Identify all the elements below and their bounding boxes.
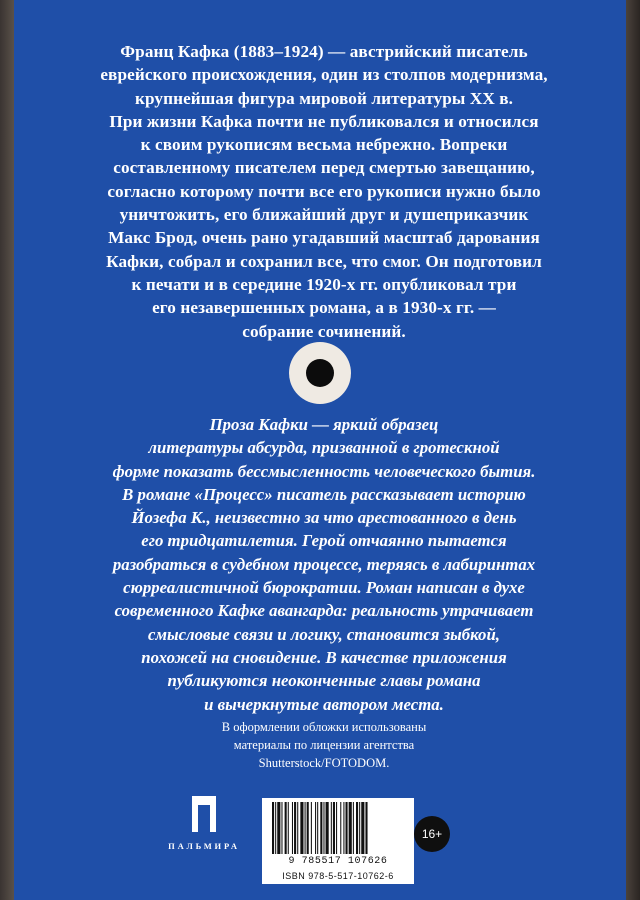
book-spine-edge <box>0 0 14 900</box>
bio-line: к печати и в середине 1920-х гг. опубликовал три <box>131 274 517 294</box>
isbn-barcode <box>262 798 414 884</box>
bio-line: собрание сочинений. <box>242 321 406 341</box>
bio-line: При жизни Кафка почти не публиковался и относился <box>109 111 539 131</box>
bio-line: еврейского происхождения, один из столпов модернизма, <box>100 65 548 85</box>
bio-line: его незавершенных романа, а в 1930-х гг. — <box>152 298 496 318</box>
image-credits <box>174 718 474 772</box>
decorative-circle <box>289 342 351 404</box>
bio-line: составленному писателем перед смертью завещанию, <box>113 158 535 178</box>
credits-line: материалы по лицензии агентства <box>233 738 415 752</box>
archway-logo-icon <box>191 795 217 833</box>
description-line: современного Кафке авангарда: реальность утрачивает <box>114 601 534 621</box>
author-bio <box>74 40 574 343</box>
bio-line: к своим рукописям весьма небрежно. Вопреки <box>140 135 508 155</box>
description-line: смысловые связи и логику, становится зыбкой, <box>148 624 500 644</box>
isbn-number: ISBN 978-5-517-10762-6 <box>282 871 394 881</box>
bio-line: согласно которому почти все его рукописи нужно было <box>107 181 541 201</box>
barcode-digits: 9 785517 107626 <box>288 856 388 867</box>
description-line: публикуются неоконченные главы романа <box>167 671 481 691</box>
description-line: форме показать бессмысленность человеческого бытия. <box>112 461 536 481</box>
back-cover <box>14 0 626 900</box>
book-fore-edge <box>626 0 640 900</box>
bio-line: крупнейшая фигура мировой литературы XX в. <box>134 88 514 108</box>
credits-line: Shutterstock/FOTODOM. <box>258 756 390 770</box>
barcode-bars <box>270 802 406 856</box>
bio-line: Франц Кафка (1883–1924) — австрийский писатель <box>120 42 528 61</box>
publisher-logo <box>144 795 264 865</box>
description-line: разобраться в судебном процессе, теряясь в лабиринтах <box>112 554 536 574</box>
book-description <box>74 413 574 716</box>
description-line: Проза Кафки — яркий образец <box>209 415 439 434</box>
publisher-name: ПАЛЬМИРА <box>168 841 240 851</box>
description-line: и вычеркнутые автором места. <box>204 694 444 714</box>
description-line: Йозефа К., неизвестно за что арестованного в день <box>131 508 517 528</box>
description-line: литературы абсурда, призванной в гротескной <box>148 438 500 458</box>
bio-line: Макс Брод, очень рано угадавший масштаб дарования <box>108 228 540 248</box>
description-line: похожей на сновидение. В качестве приложения <box>141 647 507 667</box>
bio-line: Кафки, собрал и сохранил все, что смог. Он подготовил <box>106 251 542 271</box>
description-line: его тридцатилетия. Герой отчаянно пытается <box>141 531 507 551</box>
bio-line: уничтожить, его ближайший друг и душеприказчик <box>119 205 529 225</box>
decorative-circle-center <box>306 359 334 387</box>
age-rating-badge: 16+ <box>414 816 450 852</box>
description-line: сюрреалистичной бюрократии. Роман написан в духе <box>123 578 525 598</box>
credits-line: В оформлении обложки использованы <box>221 720 427 734</box>
description-line: В романе «Процесс» писатель рассказывает историю <box>122 484 526 504</box>
